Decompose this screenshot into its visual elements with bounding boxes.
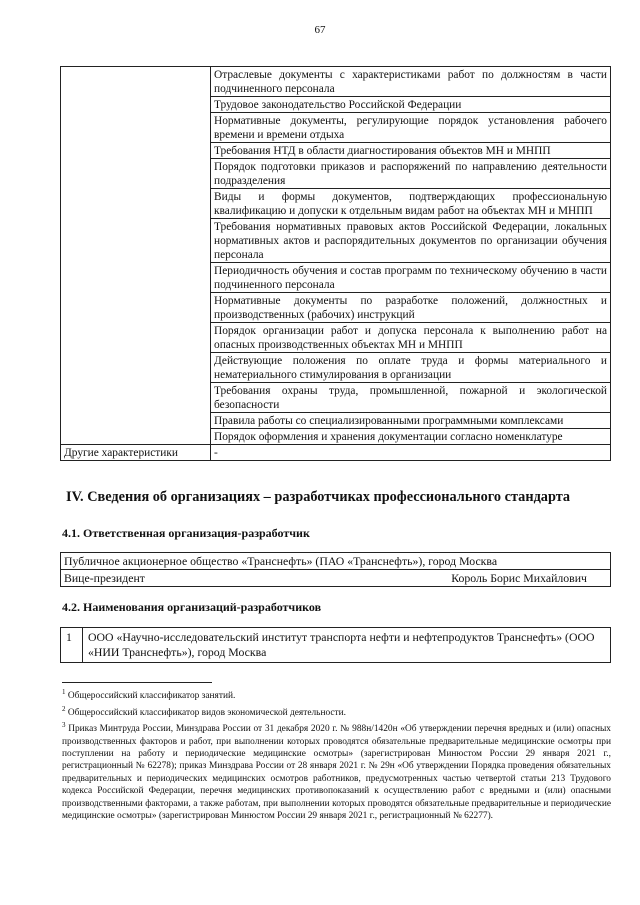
knowledge-item: Требования НТД в области диагностирования объектов МН и МНПП [211,143,611,159]
knowledge-item: Нормативные документы по разработке положений, должностных и производственных (рабочих) инструкций [211,293,611,323]
footnote-separator [62,682,212,683]
knowledge-item: Порядок организации работ и допуска персонала к выполнению работ на опасных производственных объектах МН и МНПП [211,323,611,353]
other-characteristics-label: Другие характеристики [61,445,211,461]
responsible-org-signatory [61,570,611,587]
knowledge-label-cell [61,67,211,445]
developer-number: 1 [61,628,83,663]
signatory-name: Король Борис Михайлович [451,571,587,585]
knowledge-item: Порядок оформления и хранения документации согласно номенклатуре [211,429,611,445]
knowledge-row [61,67,611,97]
other-characteristics-value: - [211,445,611,461]
knowledge-item: Отраслевые документы с характеристиками работ по должностям в части подчиненного персонала [211,67,611,97]
developer-name: ООО «Научно-исследовательский институт транспорта нефти и нефтепродуктов Транснефть» (ООО «НИИ Транснефть»), город Москва [83,628,611,663]
knowledge-item: Порядок подготовки приказов и распоряжений по направлению деятельности подразделения [211,159,611,189]
knowledge-item: Трудовое законодательство Российской Федерации [211,97,611,113]
knowledge-table [60,66,611,461]
signatory-position: Вице-президент [64,571,145,585]
knowledge-item: Периодичность обучения и состав программ по техническому обучению в части подчиненного персонала [211,263,611,293]
responsible-org-name: Публичное акционерное общество «Транснефть» (ПАО «Транснефть»), город Москва [61,553,611,570]
page-number: 67 [314,24,326,36]
knowledge-item: Требования нормативных правовых актов Российской Федерации, локальных нормативных актов и распорядительных документов по организации обучения персонала [211,219,611,263]
other-characteristics-row [61,445,611,461]
knowledge-item: Нормативные документы, регулирующие порядок установления рабочего времени и времени отдыха [211,113,611,143]
knowledge-item: Правила работы со специализированными программными комплексами [211,413,611,429]
section-title: IV. Сведения об организациях – разработчиках профессионального стандарта [66,489,571,505]
footnote: $^1$ Общероссийский классификатор занятий. [62,688,236,702]
knowledge-item: Требования охраны труда, промышленной, пожарной и экологической безопасности [211,383,611,413]
knowledge-item: Действующие положения по оплате труда и формы материального и нематериального стимулирования в организации [211,353,611,383]
footnote: $^3$ Приказ Минтруда России, Минздрава России от 31 декабря 2020 г. № 988н/1420н «Об утверждении перечня вредных и (или) опасных производственных факторов и работ, при выполнении которых проводятся обязательные предварительные медицинские осмотры при поступлении на работу и периодические медицинские осмотры» (зарегистрирован Минюстом России 29 января 2021 г., регистрационный № 62278); приказ Минздрава России от 28 января 2021 г. № 29н «Об утверждении Порядка проведения обязательных предварительных и периодических медицинских осмотров работников, предусмотренных частью четвертой статьи 213 Трудового кодекса Российской Федерации, перечня медицинских противопоказаний к осуществлению работ с вредными и (или) опасными производственными факторами, а также работам, при выполнении которых проводятся обязательные предварительные и периодические медицинские осмотры» (зарегистрирован Минюстом России 29 января 2021 г., регистрационный № 62277). [62,721,611,822]
responsible-org-table [60,552,611,587]
developers-table [60,627,611,663]
developers-heading: 4.2. Наименования организаций-разработчиков [62,600,322,614]
footnote: $^2$ Общероссийский классификатор видов экономической деятельности. [62,704,347,718]
responsible-org-heading: 4.1. Ответственная организация-разработчик [62,526,310,540]
knowledge-item: Виды и формы документов, подтверждающих профессиональную квалификацию и допуски к отдельным видам работ на объектах МН и МНПП [211,189,611,219]
footnotes [62,686,611,822]
developer-row [61,628,611,663]
